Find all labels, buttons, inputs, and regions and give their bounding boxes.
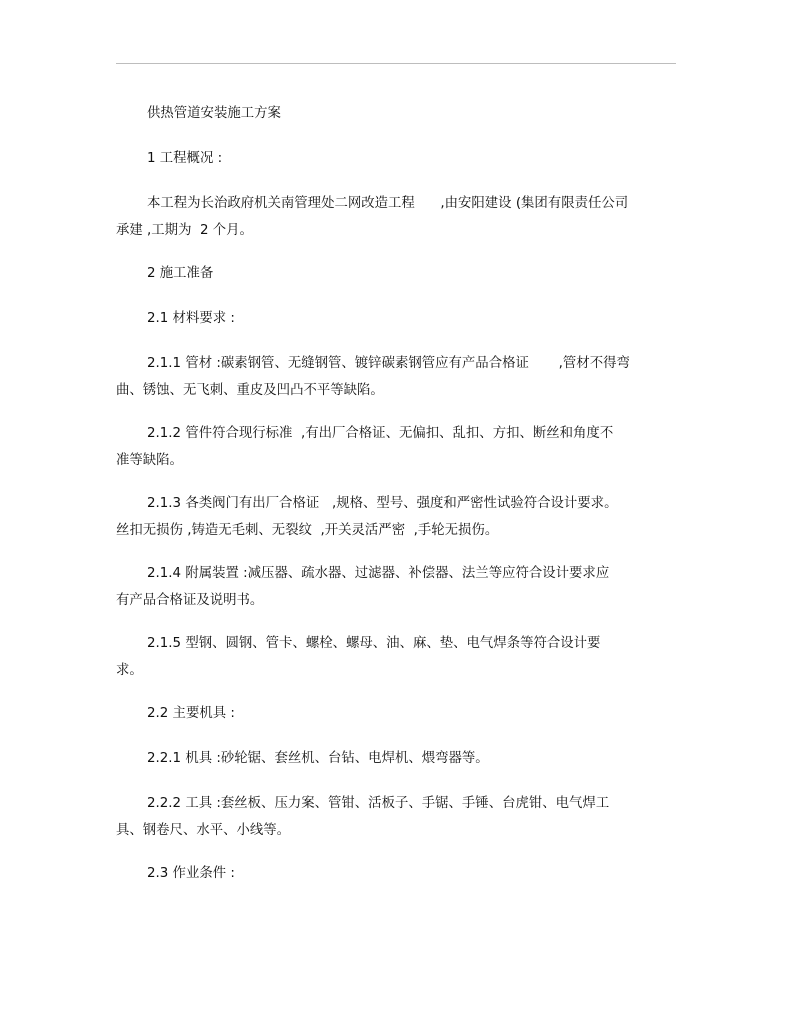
paragraph-p10 (116, 700, 662, 727)
paragraph-p3 (116, 260, 662, 287)
document-body (116, 100, 662, 905)
paragraph-line: 2.2.1 机具 :砂轮锯、套丝机、台钻、电焊机、煨弯器等。 (147, 751, 489, 766)
paragraph-line: 1 工程概况 : (147, 151, 223, 166)
paragraph-p11 (116, 745, 662, 772)
paragraph-line: 2.3 作业条件 : (147, 866, 235, 881)
paragraph-p13 (116, 860, 662, 887)
paragraph-line: 2.1.1 管材 :碳素钢管、无缝钢管、镀锌碳素钢管应有产品合格证 ,管材不得弯 (147, 356, 630, 371)
paragraph-line: 2.1.3 各类阀门有出厂合格证 ,规格、型号、强度和严密性试验符合设计要求。 (147, 496, 618, 511)
document-title (116, 100, 662, 127)
paragraph-line: 2.1.5 型钢、圆钢、管卡、螺栓、螺母、油、麻、垫、电气焊条等符合设计要 (147, 636, 601, 651)
paragraph-p6 (116, 420, 662, 474)
paragraph-line: 2.1 材料要求 : (147, 311, 235, 326)
paragraph-p2 (116, 190, 662, 244)
paragraph-list (116, 145, 662, 887)
paragraph-line: 本工程为长治政府机关南管理处二网改造工程 ,由安阳建设 (集团有限责任公司 (147, 196, 629, 211)
paragraph-line: 准等缺陷。 (116, 453, 183, 468)
header-rule (116, 63, 676, 64)
paragraph-p12 (116, 790, 662, 844)
paragraph-p5 (116, 350, 662, 404)
paragraph-line: 有产品合格证及说明书。 (116, 593, 264, 608)
paragraph-line: 承建 ,工期为 2 个月。 (116, 223, 253, 238)
paragraph-line: 曲、锈蚀、无飞刺、重皮及凹凸不平等缺陷。 (116, 383, 384, 398)
paragraph-line: 具、钢卷尺、水平、小线等。 (116, 823, 291, 838)
paragraph-line: 丝扣无损伤 ,铸造无毛刺、无裂纹 ,开关灵活严密 ,手轮无损伤。 (116, 523, 499, 538)
paragraph-line: 2.2 主要机具 : (147, 706, 235, 721)
paragraph-p4 (116, 305, 662, 332)
paragraph-line: 2.2.2 工具 :套丝板、压力案、管钳、活板子、手锯、手锤、台虎钳、电气焊工 (147, 796, 610, 811)
paragraph-p8 (116, 560, 662, 614)
paragraph-p9 (116, 630, 662, 684)
paragraph-line: 2.1.4 附属装置 :减压器、疏水器、过滤器、补偿器、法兰等应符合设计要求应 (147, 566, 610, 581)
title-text: 供热管道安装施工方案 (147, 106, 281, 121)
paragraph-line: 求。 (116, 663, 143, 678)
paragraph-line: 2 施工准备 (147, 266, 214, 281)
paragraph-p1 (116, 145, 662, 172)
paragraph-p7 (116, 490, 662, 544)
paragraph-line: 2.1.2 管件符合现行标准 ,有出厂合格证、无偏扣、乱扣、方扣、断丝和角度不 (147, 426, 614, 441)
